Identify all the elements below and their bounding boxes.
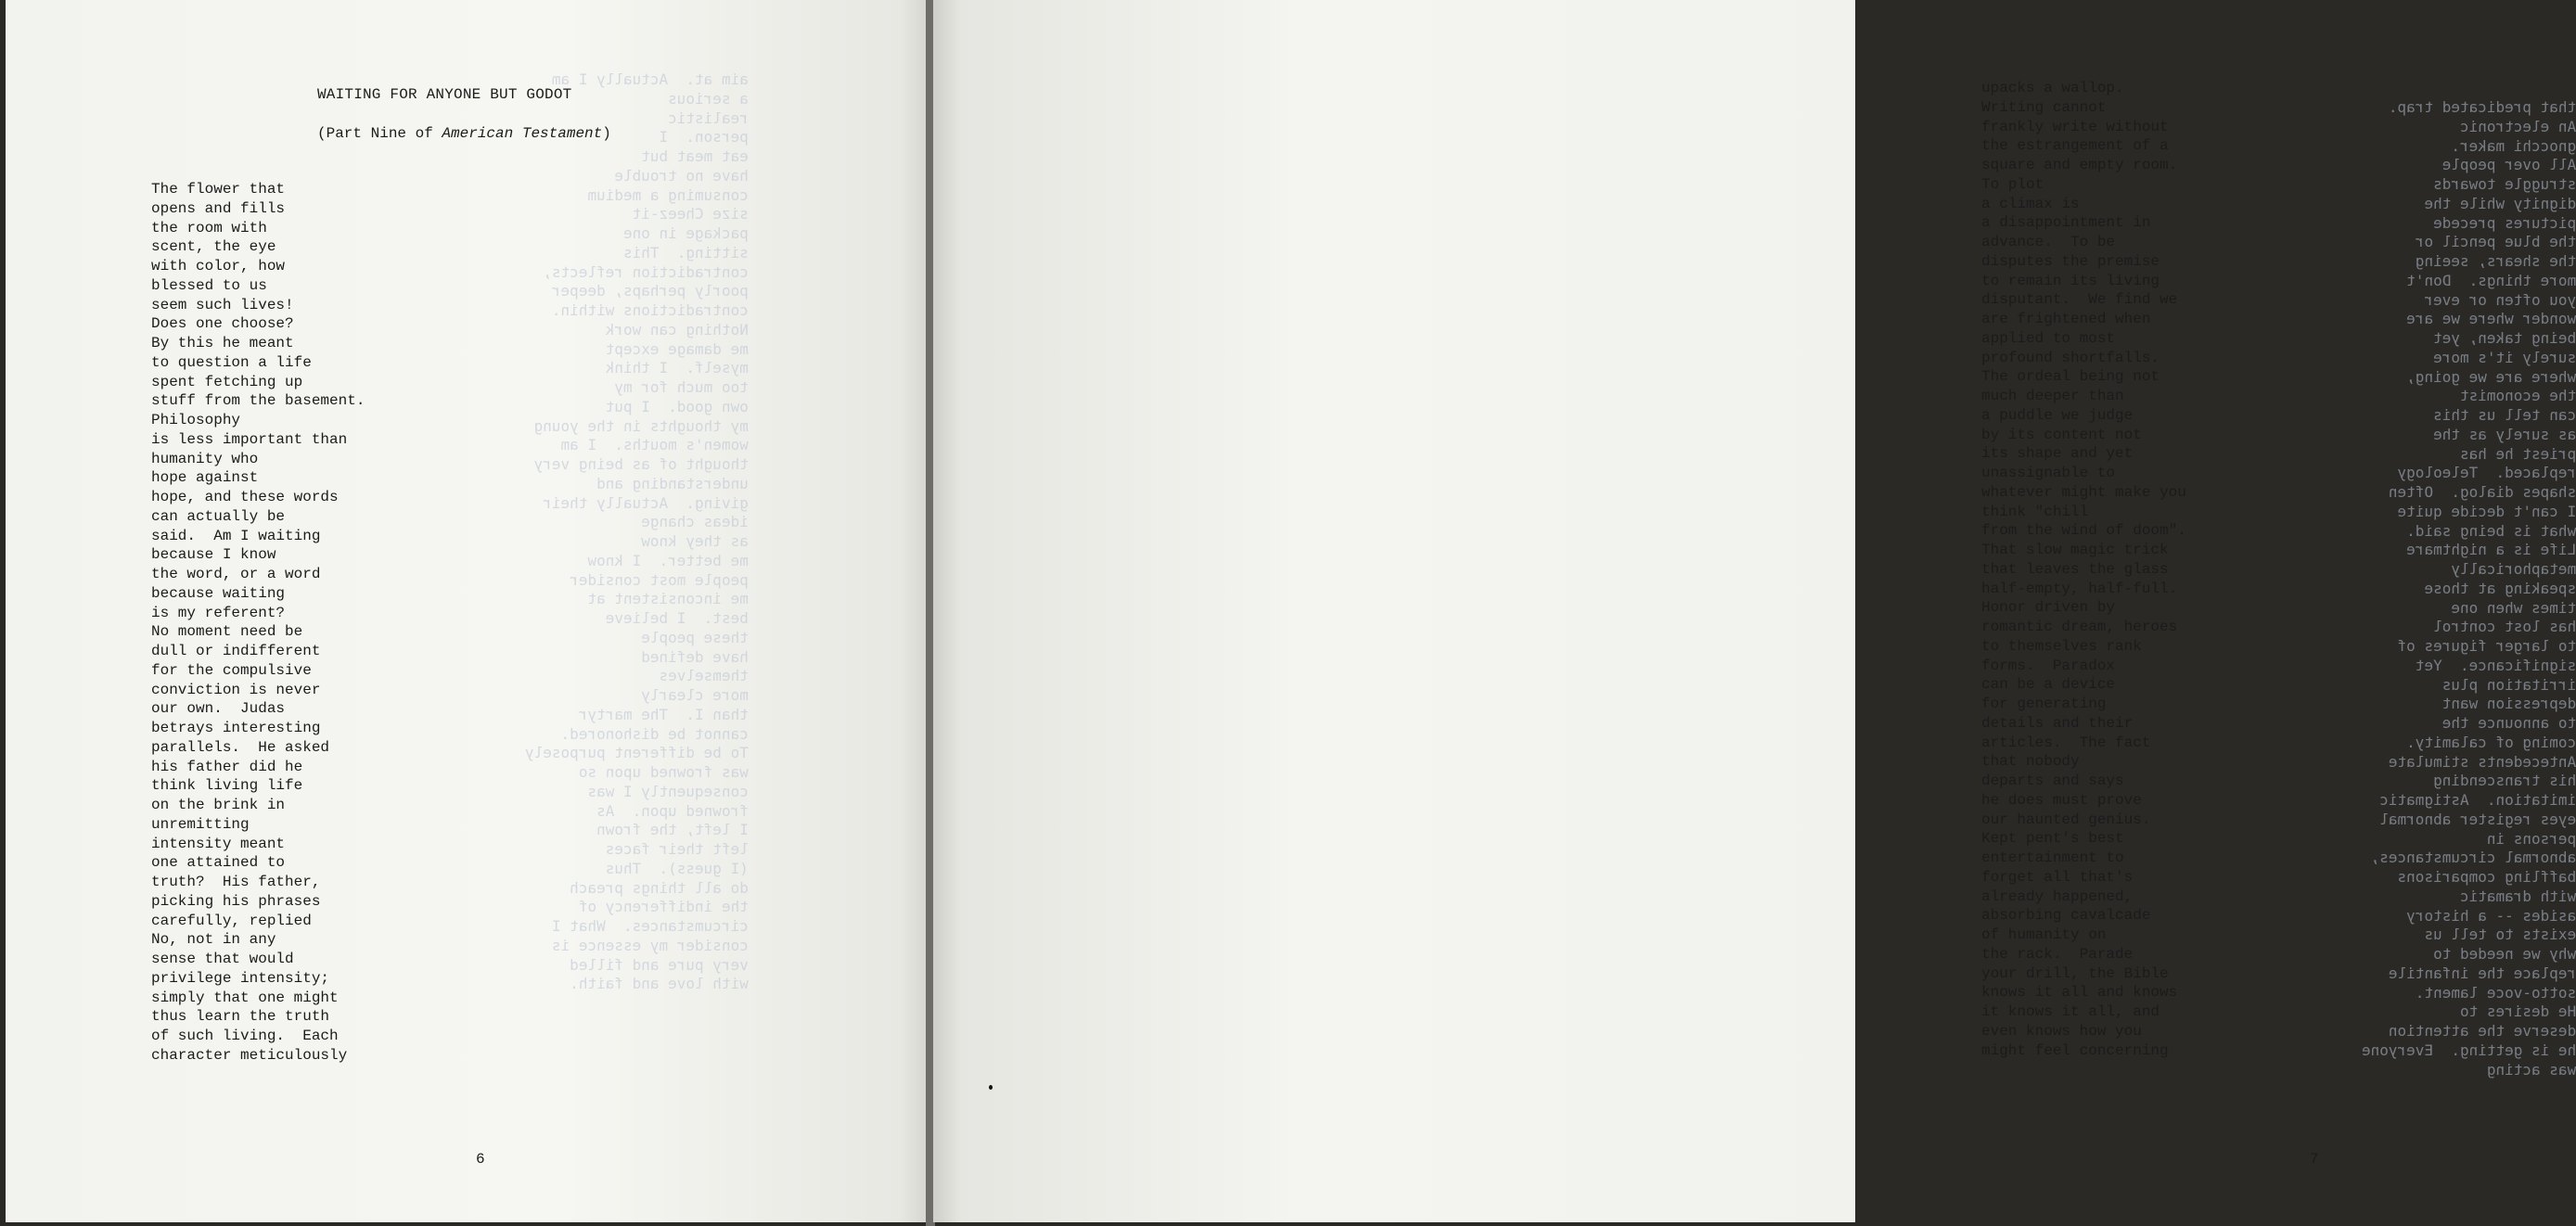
text-line: is less important than bbox=[151, 430, 348, 448]
text-line: No, not in any bbox=[151, 931, 276, 949]
text-line: that nobody bbox=[1981, 753, 2080, 771]
text-line: unassignable to bbox=[1981, 465, 2116, 481]
text-line: think "chill bbox=[1981, 503, 2089, 520]
text-line: truth? His father, bbox=[151, 874, 321, 890]
text-line: to themselves rank bbox=[1981, 637, 2142, 655]
text-line: departs and says bbox=[1981, 773, 2124, 789]
poem-subtitle bbox=[317, 125, 611, 142]
text-line: of such living. Each bbox=[151, 1028, 339, 1044]
text-line: parallels. He asked bbox=[151, 738, 330, 756]
show-through-text-left: aim at. Actually I am a serious realistic person. I eat meat but have no trouble consuming a medium size Cheez-it package in one sitting. This contradiction reflects, poorly perhaps, deeper contradictions within. Nothing can work me damage except myself. I think too much for my own good. I put my thoughts in the young women's mouths. I am thought of as being very understanding and giving. Actually their ideas change as they know me better. I know people most consider me inconsistent at best. I believe these people have defined themselves more clearly than I. The martyr cannot be dishonored. To be different purposely was frowned upon so consequently I was frowned upon. As I left, the frown left their faces (I guess). Thus do all things preach the indifferency of circumstances. What I consider my essence is very pure and filled with love and faith. bbox=[525, 70, 749, 993]
text-line: thus learn the truth bbox=[151, 1008, 330, 1026]
text-line: disputes the premise bbox=[1981, 252, 2160, 270]
text-line: your drill, the Bible bbox=[1981, 964, 2169, 982]
text-line: the rack. Parade bbox=[1981, 945, 2134, 963]
text-line: for generating bbox=[1981, 696, 2107, 712]
text-line: The ordeal being not bbox=[1981, 368, 2160, 386]
text-line: character meticulously bbox=[151, 1046, 348, 1064]
text-line: The flower that bbox=[151, 181, 286, 198]
text-line: of humanity on bbox=[1981, 926, 2107, 943]
text-line: opens and fills bbox=[151, 199, 286, 217]
text-line: its shape and yet bbox=[1981, 445, 2134, 463]
text-line: said. Am I waiting bbox=[151, 527, 321, 544]
text-line: a climax is bbox=[1981, 195, 2080, 212]
text-line: carefully, replied bbox=[151, 912, 312, 929]
text-line: think living life bbox=[151, 777, 303, 795]
text-line: that leaves the glass bbox=[1981, 560, 2169, 578]
text-line: That slow magic trick bbox=[1981, 542, 2169, 558]
right-page bbox=[933, 0, 2576, 1222]
text-line: knows it all and knows bbox=[1981, 984, 2178, 1002]
page-number-left: 6 bbox=[476, 1151, 485, 1168]
left-text-column bbox=[151, 180, 365, 1066]
text-line: from the wind of doom". bbox=[1981, 522, 2186, 540]
text-line: articles. The fact bbox=[1981, 734, 2151, 751]
text-line: sense that would bbox=[151, 951, 294, 967]
text-line: to question a life bbox=[151, 353, 312, 371]
text-line: can actually be bbox=[151, 507, 286, 525]
text-line: privilege intensity; bbox=[151, 969, 330, 987]
text-line: absorbing cavalcade bbox=[1981, 907, 2151, 925]
text-line: disputant. We find we bbox=[1981, 291, 2178, 309]
text-line: the word, or a word bbox=[151, 566, 321, 582]
poem-title: WAITING FOR ANYONE BUT GODOT bbox=[317, 86, 572, 103]
text-line: is my referent? bbox=[151, 604, 286, 621]
text-line: humanity who bbox=[151, 450, 259, 467]
text-line: because waiting bbox=[151, 584, 286, 602]
text-line: To plot bbox=[1981, 175, 2044, 193]
text-line: picking his phrases bbox=[151, 892, 321, 910]
page-number-right: 7 bbox=[2310, 1151, 2319, 1168]
text-line: Honor driven by bbox=[1981, 599, 2116, 617]
ink-speck bbox=[989, 1085, 993, 1090]
text-line: Kept pent's best bbox=[1981, 830, 2124, 848]
text-line: because I know bbox=[151, 546, 276, 564]
text-line: a puddle we judge bbox=[1981, 406, 2134, 424]
text-line: by its content not bbox=[1981, 426, 2142, 443]
text-line: square and empty room. bbox=[1981, 157, 2178, 173]
text-line: intensity meant bbox=[151, 835, 286, 852]
text-line: frankly write without bbox=[1981, 118, 2169, 135]
text-line: one attained to bbox=[151, 854, 286, 872]
text-line: with color, how bbox=[151, 258, 286, 275]
text-line: By this he meant bbox=[151, 335, 294, 351]
text-line: he does must prove bbox=[1981, 791, 2142, 809]
text-line: spent fetching up bbox=[151, 373, 303, 390]
text-line: betrays interesting bbox=[151, 720, 321, 736]
text-line: might feel concerning bbox=[1981, 1041, 2169, 1059]
text-line: details and their bbox=[1981, 714, 2134, 732]
subtitle-suffix: ) bbox=[602, 125, 611, 142]
text-line: our haunted genius. bbox=[1981, 811, 2151, 828]
left-page bbox=[6, 0, 928, 1222]
text-line: simply that one might bbox=[151, 989, 339, 1006]
text-line: for the compulsive bbox=[151, 661, 312, 679]
text-line: dull or indifferent bbox=[151, 643, 321, 659]
text-line: Does one choose? bbox=[151, 315, 294, 333]
text-line: profound shortfalls. bbox=[1981, 349, 2160, 366]
text-line: the estrangement of a bbox=[1981, 137, 2169, 155]
text-line: the room with bbox=[151, 219, 267, 236]
text-line: to remain its living bbox=[1981, 272, 2160, 289]
text-line: much deeper than bbox=[1981, 388, 2124, 404]
text-line: upacks a wallop. bbox=[1981, 80, 2124, 96]
text-line: forms. Paradox bbox=[1981, 657, 2116, 674]
text-line: entertainment to bbox=[1981, 849, 2124, 866]
text-line: even knows how you bbox=[1981, 1022, 2142, 1040]
text-line: No moment need be bbox=[151, 623, 303, 641]
text-line: hope against bbox=[151, 469, 259, 487]
text-line: his father did he bbox=[151, 758, 303, 775]
text-line: on the brink in bbox=[151, 797, 286, 813]
text-line: blessed to us bbox=[151, 276, 267, 294]
text-line: seem such lives! bbox=[151, 296, 294, 313]
text-line: it knows it all, and bbox=[1981, 1003, 2160, 1020]
subtitle-prefix: (Part Nine of bbox=[317, 125, 442, 142]
text-line: a disappointment in bbox=[1981, 214, 2151, 232]
text-line: advance. To be bbox=[1981, 234, 2116, 250]
text-line: Writing cannot bbox=[1981, 98, 2107, 116]
text-line: applied to most bbox=[1981, 329, 2116, 347]
text-line: are frightened when bbox=[1981, 311, 2151, 327]
text-line: our own. Judas bbox=[151, 700, 286, 718]
text-line: stuff from the basement. bbox=[151, 392, 365, 410]
text-line: whatever might make you bbox=[1981, 483, 2186, 501]
text-line: Philosophy bbox=[151, 412, 241, 428]
text-line: already happened, bbox=[1981, 888, 2134, 905]
subtitle-italic: American Testament bbox=[442, 125, 603, 142]
text-line: hope, and these words bbox=[151, 489, 339, 505]
text-line: can be a device bbox=[1981, 676, 2116, 694]
text-line: romantic dream, heroes bbox=[1981, 619, 2178, 635]
text-line: scent, the eye bbox=[151, 238, 276, 256]
text-line: half-empty, half-full. bbox=[1981, 580, 2178, 597]
text-line: conviction is never bbox=[151, 681, 321, 698]
show-through-text-right: that predicated trap. An electronic gnocchi maker. All over people struggle towards dignity while the pictures precede the blue pencil or the shears, seeing more things. Don't you often or ever wonder where we are being taken, yet surely it's more where are we going, the economist can tell us this as surely as the priest he has replaced. Teleology shapes dialog. Often I can't decide quite what is being said. Life is a nightmare metaphorically speaking at those times when one has lost control to larger figures of significance. Yet irritation plus depression want to announce the coming of calamity. Antecedents stimulate his transcending imitation. Astigmatic eyes register abnormal persons in abnormal circumstances, baffling comparisons with dramatic asides -- a history exists to tell us why we needed to replace the infantile sotto-voce lament. He desires to deserve the attention he is getting. Everyone was acting bbox=[2362, 98, 2576, 1079]
text-line: unremitting bbox=[151, 815, 250, 833]
right-text-column bbox=[1981, 79, 2186, 1060]
text-line: forget all that's bbox=[1981, 868, 2134, 886]
